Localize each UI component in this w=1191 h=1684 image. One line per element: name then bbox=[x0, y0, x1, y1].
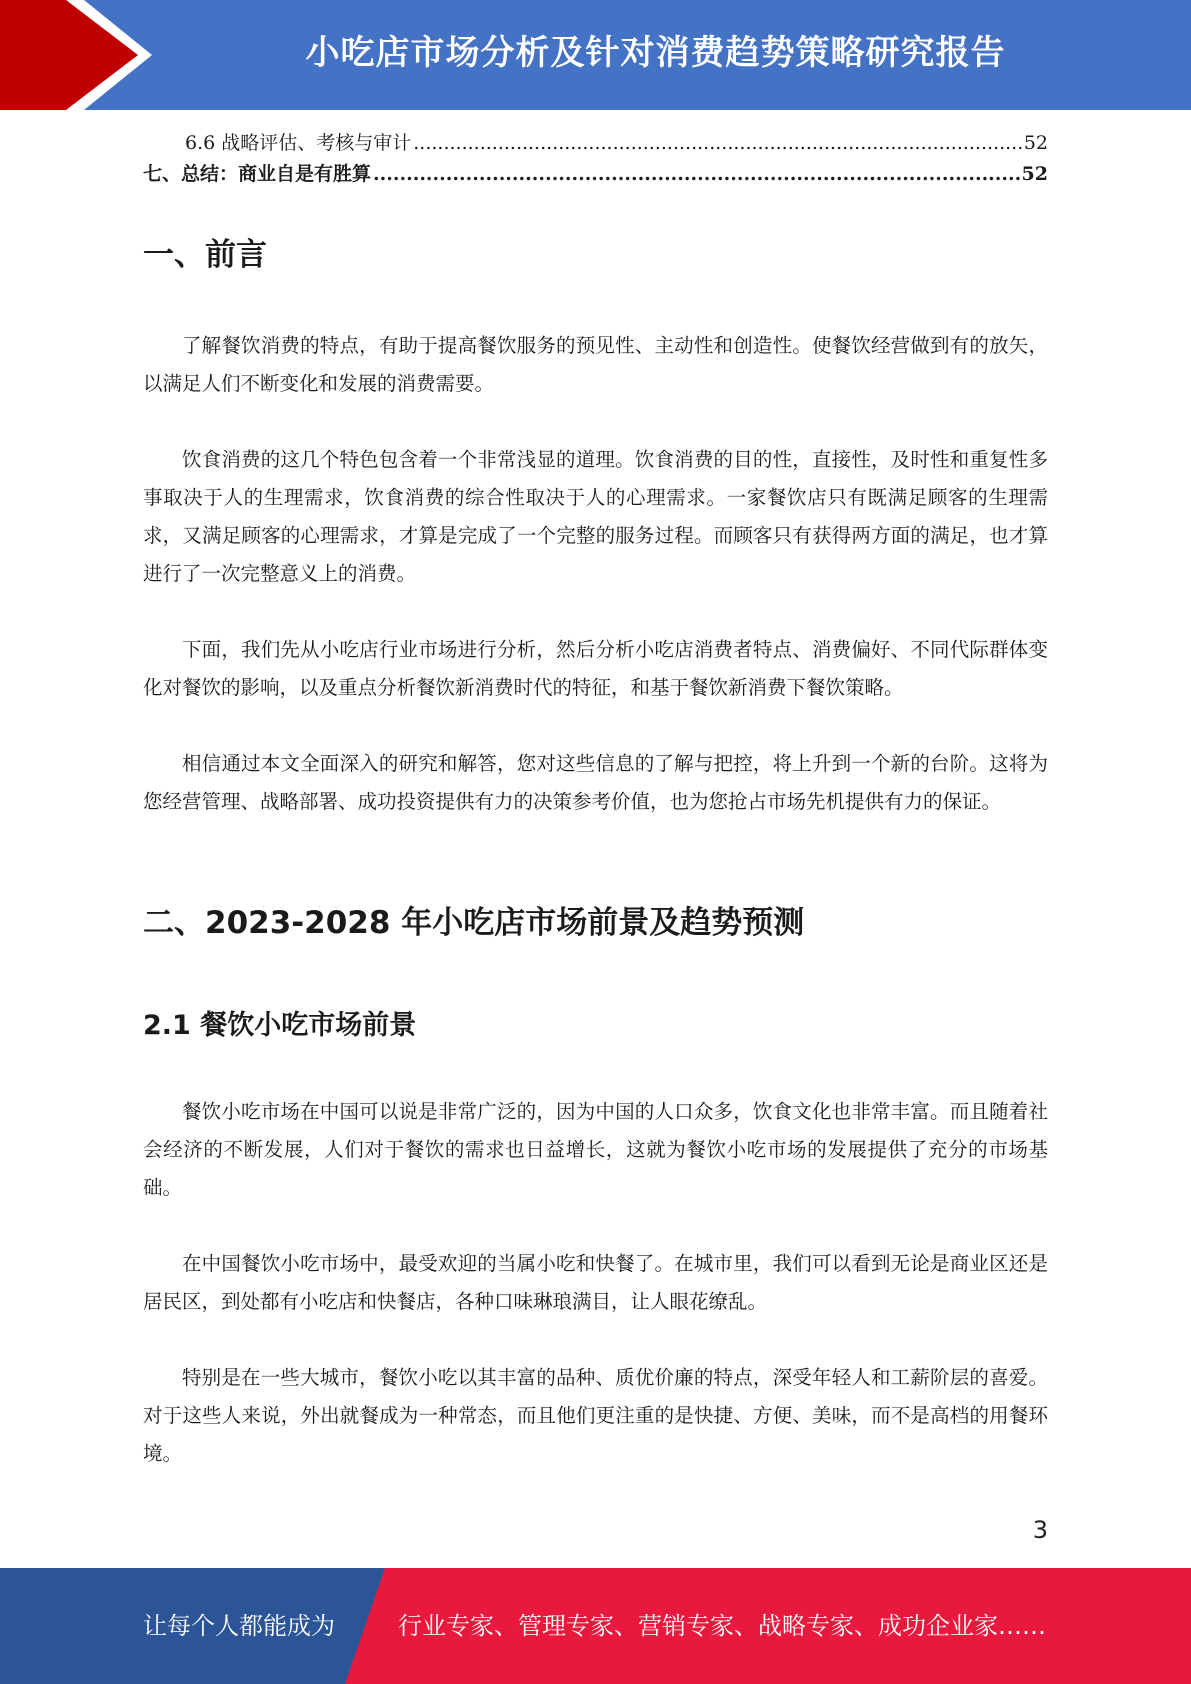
section-heading-preface: 一、前言 bbox=[143, 237, 267, 273]
body-paragraph: 了解餐饮消费的特点，有助于提高餐饮服务的预见性、主动性和创造性。使餐饮经营做到有的放矢，以满足人们不断变化和发展的消费需要。 bbox=[143, 334, 1048, 395]
header-banner bbox=[0, 0, 1191, 110]
report-title: 小吃店市场分析及针对消费趋势策略研究报告 bbox=[305, 33, 1006, 73]
toc-entry[interactable] bbox=[143, 159, 1048, 190]
toc-entry-page: 52 bbox=[1021, 163, 1048, 185]
toc-entry-label: 七、总结：商业自是有胜算 bbox=[143, 163, 372, 185]
table-of-contents bbox=[143, 128, 1048, 190]
footer-slogan-right: 行业专家、管理专家、营销专家、战略专家、成功企业家…… bbox=[398, 1612, 1046, 1640]
toc-leader-dots bbox=[373, 163, 1020, 185]
toc-entry-page: 52 bbox=[1023, 132, 1048, 154]
toc-entry[interactable] bbox=[143, 128, 1048, 159]
footer-banner bbox=[0, 1568, 1191, 1684]
toc-leader-dots bbox=[413, 132, 1022, 154]
body-paragraph: 特别是在一些大城市，餐饮小吃以其丰富的品种、质优价廉的特点，深受年轻人和工薪阶层的喜爱。对于这些人来说，外出就餐成为一种常态，而且他们更注重的是快捷、方便、美味，而不是高档的用餐环境。 bbox=[143, 1366, 1048, 1465]
body-paragraph: 饮食消费的这几个特色包含着一个非常浅显的道理。饮食消费的目的性，直接性，及时性和重复性多事取决于人的生理需求，饮食消费的综合性取决于人的心理需求。一家餐饮店只有既满足顾客的生理需求，又满足顾客的心理需求，才算是完成了一个完整的服务过程。而顾客只有获得两方面的满足，也才算进行了一次完整意义上的消费。 bbox=[143, 448, 1048, 585]
footer-slogan-left: 让每个人都能成为 bbox=[143, 1612, 335, 1640]
header-chevron-arrow bbox=[0, 0, 138, 110]
section-heading-market-outlook: 二、2023-2028 年小吃店市场前景及趋势预测 bbox=[143, 905, 805, 941]
body-paragraph: 相信通过本文全面深入的研究和解答，您对这些信息的了解与把控，将上升到一个新的台阶。这将为您经营管理、战略部署、成功投资提供有力的决策参考价值，也为您抢占市场先机提供有力的保证。 bbox=[143, 752, 1048, 813]
body-paragraph: 下面，我们先从小吃店行业市场进行分析，然后分析小吃店消费者特点、消费偏好、不同代际群体变化对餐饮的影响，以及重点分析餐饮新消费时代的特征，和基于餐饮新消费下餐饮策略。 bbox=[143, 638, 1048, 699]
subsection-heading: 2.1 餐饮小吃市场前景 bbox=[143, 1010, 417, 1041]
body-paragraph: 餐饮小吃市场在中国可以说是非常广泛的，因为中国的人口众多，饮食文化也非常丰富。而且随着社会经济的不断发展，人们对于餐饮的需求也日益增长，这就为餐饮小吃市场的发展提供了充分的市场基础。 bbox=[143, 1100, 1048, 1199]
body-paragraph: 在中国餐饮小吃市场中，最受欢迎的当属小吃和快餐了。在城市里，我们可以看到无论是商业区还是居民区，到处都有小吃店和快餐店，各种口味琳琅满目，让人眼花缭乱。 bbox=[143, 1252, 1048, 1313]
toc-entry-label: 6.6 战略评估、考核与审计 bbox=[185, 132, 412, 154]
page-number: 3 bbox=[1032, 1516, 1048, 1544]
